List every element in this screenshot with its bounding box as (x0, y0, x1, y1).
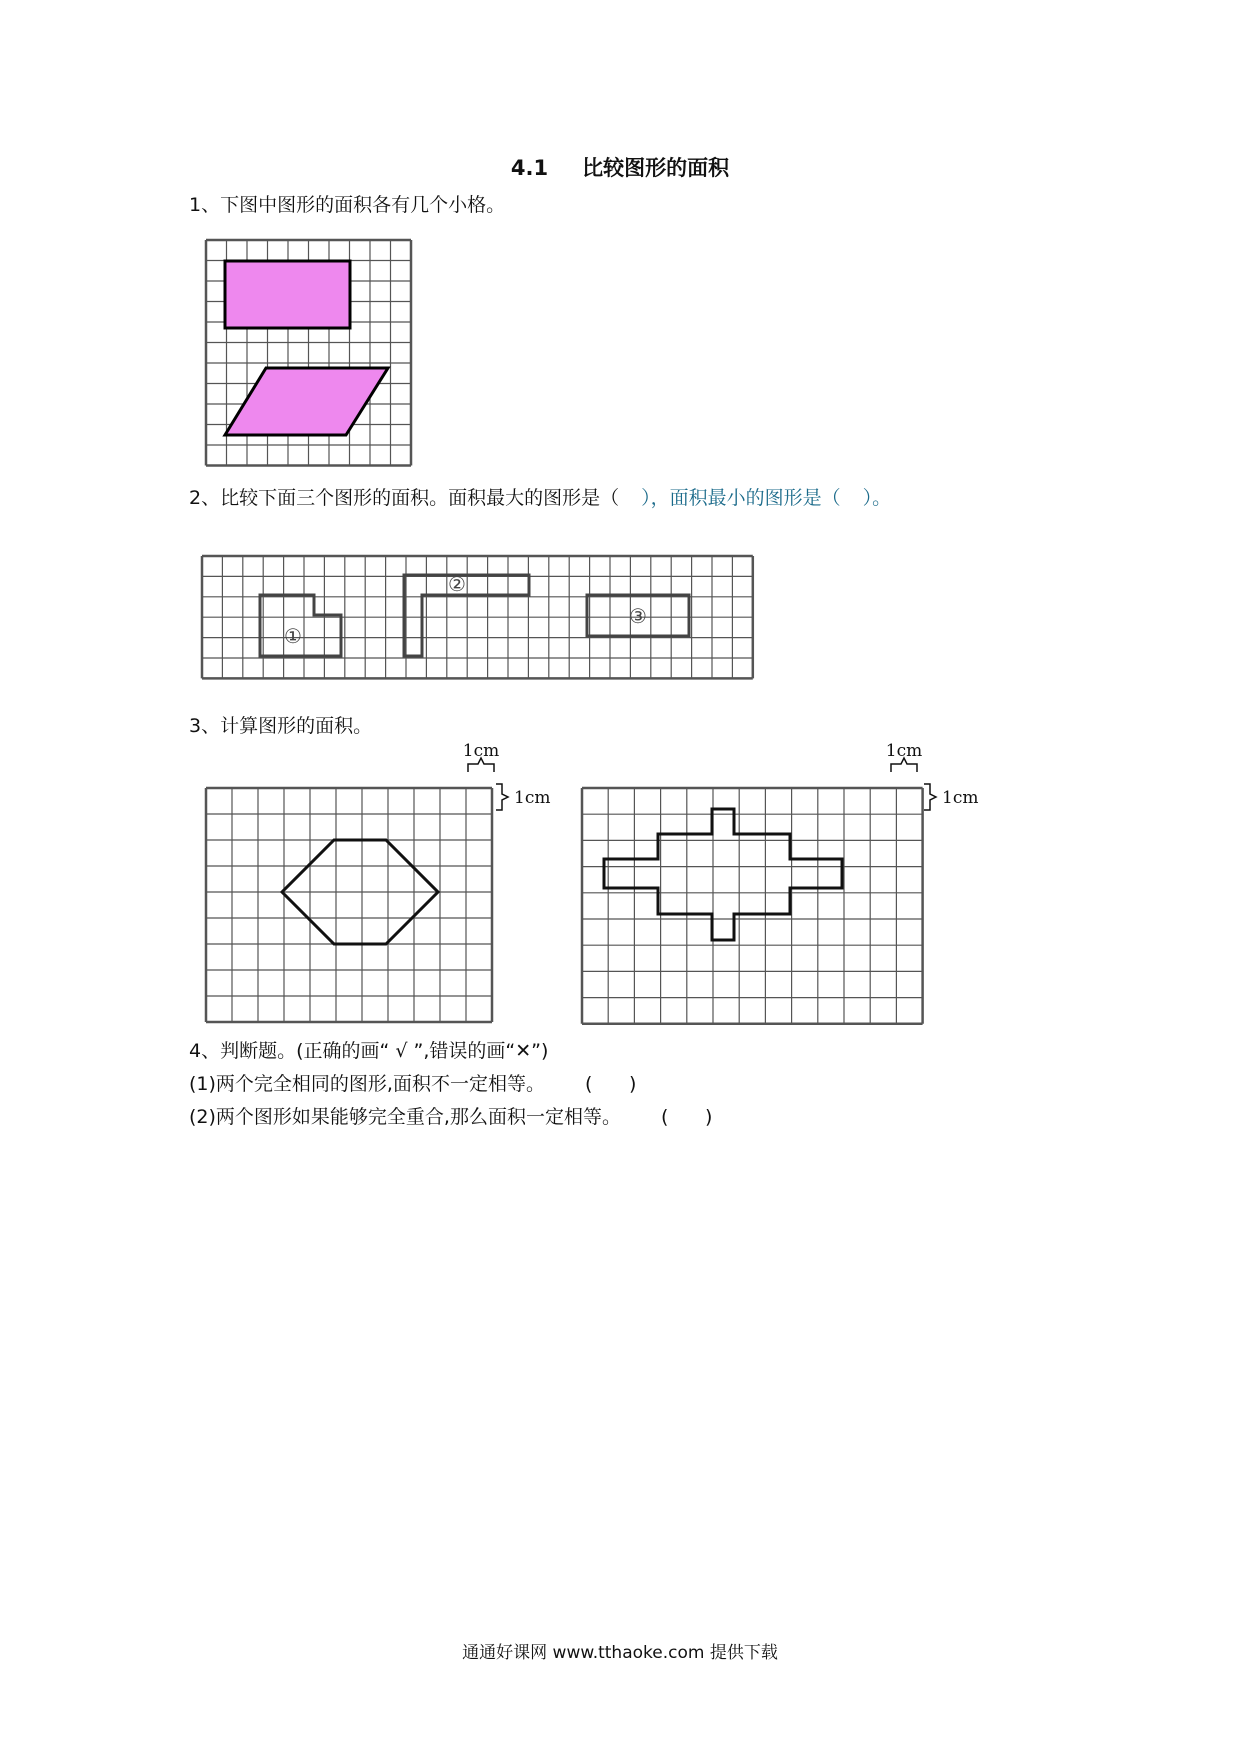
q3b-width-label: 1cm (885, 741, 923, 761)
q2-shape-2 (404, 575, 529, 656)
q2-text-a: 2、比较下面三个图形的面积。面积最大的图形是（ (189, 487, 620, 509)
q4-item-2-open: ( (660, 1106, 669, 1128)
q4-item-1-close: ) (628, 1073, 637, 1095)
q4-item-1-text: (1)两个完全相同的图形,面积不一定相等。 (189, 1073, 545, 1095)
q4-item-2-answer[interactable] (661, 1106, 712, 1128)
q2-label-3: ③ (629, 604, 647, 628)
q4-item-1-open: ( (584, 1073, 593, 1095)
q4-item-2-close: ) (704, 1106, 713, 1128)
q3-figure-cross (580, 741, 980, 1026)
q4-item-1 (189, 1069, 636, 1096)
q2-label-2: ② (448, 572, 466, 596)
q3b-height-label: 1cm (942, 788, 979, 808)
page-title (0, 152, 1240, 182)
q3-figure-hexagon (204, 741, 564, 1026)
title-number: 4.1 (510, 156, 549, 180)
q4-item-2-text: (2)两个图形如果能够完全重合,那么面积一定相等。 (189, 1106, 621, 1128)
question-2 (189, 483, 891, 510)
question-1: 1、下图中图形的面积各有几个小格。 (189, 194, 506, 216)
q3a-height-brace (496, 784, 508, 810)
question-4: 4、判断题。(正确的画“ √ ”,错误的画“✕”) (189, 1040, 549, 1062)
q3a-height-label: 1cm (514, 788, 551, 808)
q3b-height-brace (924, 784, 936, 810)
title-text: 比较图形的面积 (582, 156, 730, 180)
q2-figure (200, 554, 752, 678)
q3a-width-label: 1cm (462, 741, 500, 761)
q2-text-c: ）。 (862, 487, 892, 509)
q3-cross-shape (604, 809, 842, 940)
q4-item-1-answer[interactable] (585, 1073, 636, 1095)
q4-item-2 (189, 1102, 712, 1129)
footer: 通通好课网 www.tthaoke.com 提供下载 (462, 1643, 778, 1663)
q1-figure (200, 234, 416, 462)
q3a-grid (206, 788, 492, 1022)
q2-text-b: ），面积最小的图形是（ (641, 487, 841, 509)
q1-rectangle (225, 261, 350, 328)
q2-label-1: ① (284, 624, 302, 648)
question-3: 3、计算图形的面积。 (189, 715, 373, 737)
q3b-grid (582, 788, 923, 1024)
